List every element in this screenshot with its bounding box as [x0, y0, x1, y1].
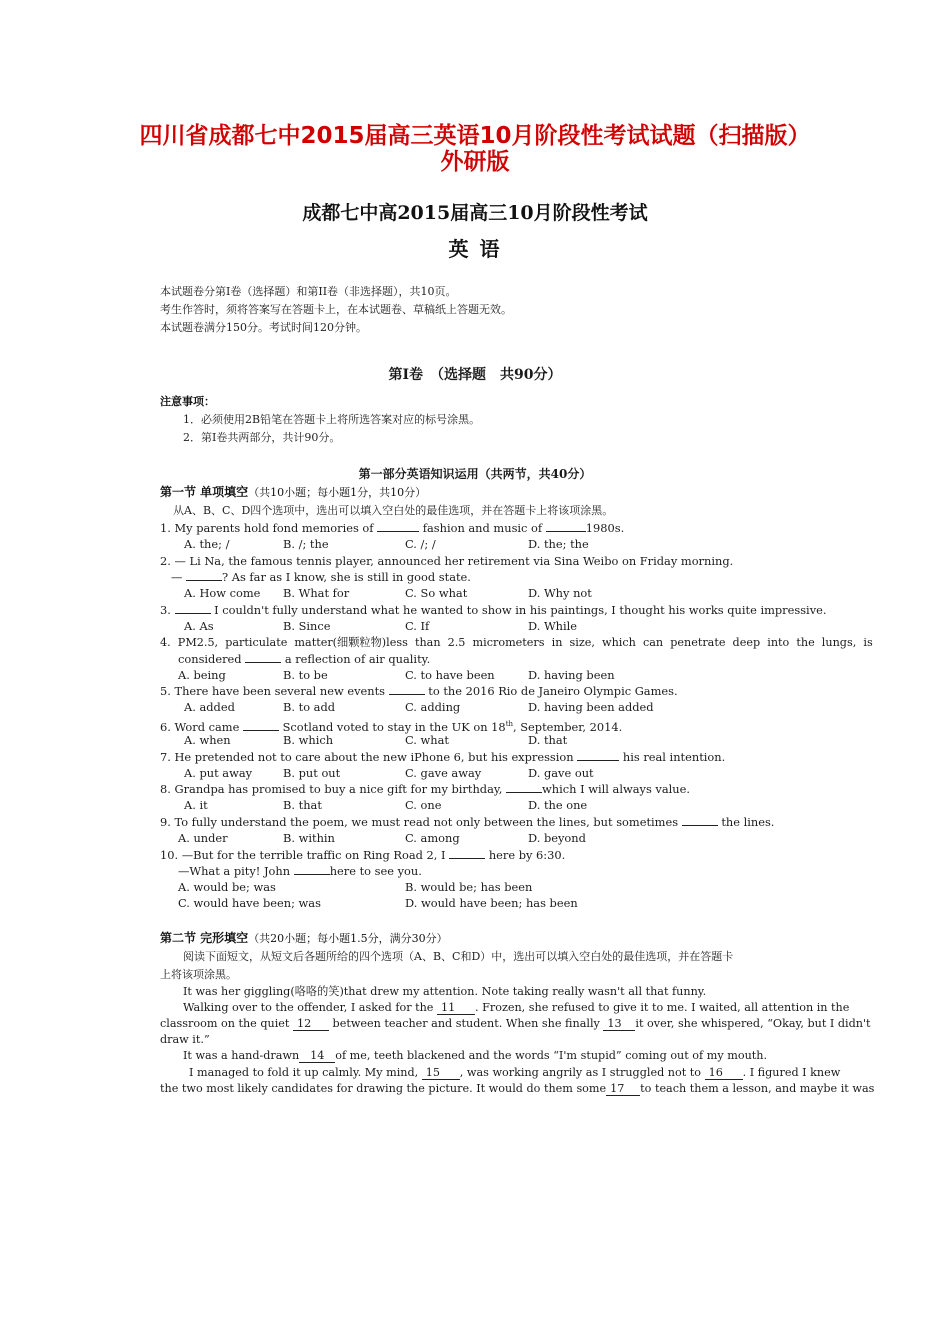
q9-option-a: A. under	[178, 831, 228, 845]
q7-option-d: D. gave out	[528, 766, 594, 780]
q4-option-a: A. being	[178, 668, 226, 682]
intro-line-3: 本试题卷满分150分。考试时间120分钟。	[160, 321, 367, 334]
q8-option-a: A. it	[184, 798, 208, 812]
section2-instruction-line2: 上将该项涂黑。	[160, 968, 237, 981]
answer-blank	[294, 863, 330, 875]
q6-option-c: C. what	[405, 733, 450, 747]
q2-option-d: D. Why not	[528, 586, 592, 600]
q7-option-c: C. gave away	[405, 766, 482, 780]
q1-option-b: B. /; the	[283, 537, 329, 551]
answer-blank	[577, 749, 619, 761]
passage-paragraph-4-line2: the two most likely candidates for drawing the picture. It would do them some 17 to teach them a lesson, and maybe it was	[160, 1082, 875, 1095]
question-7: 7. He pretended not to care about the new iPhone 6, but his expression his real intention.	[160, 750, 726, 764]
question-3: 3. I couldn't fully understand what he wanted to show in his paintings, I thought his works quite impressive.	[160, 603, 827, 617]
cloze-blank-14: 14	[299, 1049, 335, 1063]
q5-option-d: D. having been added	[528, 700, 654, 714]
question-4-line2: considered a reflection of air quality.	[178, 652, 431, 666]
q4-option-c: C. to have been	[405, 668, 495, 682]
exam-title: 成都七中高2015届高三10月阶段性考试	[302, 202, 648, 224]
passage-paragraph-2-line3: draw it.”	[160, 1033, 210, 1046]
q1-option-d: D. the; the	[528, 537, 589, 551]
q10-option-c: C. would have been; was	[178, 896, 321, 910]
document-title-line2: 外研版	[440, 149, 510, 175]
subject-title: 英 语	[448, 237, 502, 261]
q4-option-d: D. having been	[528, 668, 615, 682]
q6-option-a: A. when	[184, 733, 231, 747]
question-10-line2: —What a pity! John here to see you.	[178, 864, 422, 878]
section1-subtitle: （共10小题；每小题1分，共10分）	[248, 486, 427, 499]
section2-subtitle: （共20小题；每小题1.5分，满分30分）	[248, 932, 448, 945]
passage-paragraph-1: It was her giggling(咯咯的笑)that drew my attention. Note taking really wasn't all that funny.	[183, 985, 707, 998]
answer-blank	[243, 719, 279, 731]
section1-header	[160, 483, 426, 500]
answer-blank	[506, 781, 542, 793]
q8-option-c: C. one	[405, 798, 442, 812]
answer-blank	[245, 651, 281, 663]
passage-paragraph-2-line2: classroom on the quiet 12 between teacher and student. When she finally 13 it over, she whispered, “Okay, but I didn't	[160, 1017, 871, 1030]
section2-instruction-line1: 阅读下面短文，从短文后各题所给的四个选项（A、B、C和D）中，选出可以填入空白处的最佳选项，并在答题卡	[183, 950, 734, 963]
answer-blank	[389, 683, 425, 695]
answer-blank	[546, 520, 586, 532]
intro-line-2: 考生作答时，须将答案写在答题卡上，在本试题卷、草稿纸上答题无效。	[160, 303, 512, 316]
q3-option-d: D. While	[528, 619, 578, 633]
question-2-line2: — ? As far as I know, she is still in good state.	[171, 570, 471, 584]
q7-option-a: A. put away	[184, 766, 253, 780]
cloze-blank-17: 17	[606, 1082, 640, 1096]
notice-1: 1．必须使用2B铅笔在答题卡上将所选答案对应的标号涂黑。	[183, 413, 481, 426]
q2-option-b: B. What for	[283, 586, 350, 600]
question-1: 1. My parents hold fond memories of fashion and music of 1980s.	[160, 521, 625, 535]
q6-option-d: D. that	[528, 733, 568, 747]
q3-option-c: C. If	[405, 619, 430, 633]
notice-2: 2．第I卷共两部分，共计90分。	[183, 431, 341, 444]
q1-option-c: C. /; /	[405, 537, 436, 551]
question-10-line1: 10. —But for the terrible traffic on Ring Road 2, I here by 6:30.	[160, 848, 566, 862]
part1-title: 第一部分英语知识运用（共两节，共40分）	[358, 467, 592, 481]
answer-blank	[682, 814, 718, 826]
cloze-blank-12: 12	[293, 1017, 329, 1031]
q9-option-b: B. within	[283, 831, 335, 845]
q8-option-b: B. that	[283, 798, 322, 812]
section2-title: 第二节 完形填空	[160, 931, 249, 945]
q2-option-c: C. So what	[405, 586, 468, 600]
q3-option-b: B. Since	[283, 619, 331, 633]
passage-paragraph-2-line1: Walking over to the offender, I asked for the 11 . Frozen, she refused to give it to me. I waited, all attention in the	[183, 1001, 850, 1014]
q2-option-a: A. How come	[184, 586, 261, 600]
q1-option-a: A. the; /	[184, 537, 230, 551]
q10-option-a: A. would be; was	[178, 880, 276, 894]
cloze-blank-11: 11	[437, 1001, 475, 1015]
answer-blank	[175, 602, 211, 614]
answer-blank	[449, 847, 485, 859]
q9-option-c: C. among	[405, 831, 460, 845]
section1-instruction: 从A、B、C、D四个选项中，选出可以填入空白处的最佳选项，并在答题卡上将该项涂黑。	[173, 504, 614, 517]
passage-paragraph-3: It was a hand-drawn 14 of me, teeth blackened and the words “I'm stupid” coming out of my mouth.	[183, 1049, 768, 1062]
q4-option-b: B. to be	[283, 668, 328, 682]
passage-paragraph-4-line1: I managed to fold it up calmly. My mind, 15 , was working angrily as I struggled not to 16 . I figured I knew	[189, 1066, 841, 1079]
document-title-line1: 四川省成都七中2015届高三英语10月阶段性考试试题（扫描版）	[139, 123, 811, 149]
question-8: 8. Grandpa has promised to buy a nice gift for my birthday, which I will always value.	[160, 782, 690, 796]
q5-option-b: B. to add	[283, 700, 336, 714]
q8-option-d: D. the one	[528, 798, 588, 812]
intro-line-1: 本试题卷分第I卷（选择题）和第II卷（非选择题），共10页。	[160, 285, 457, 298]
q9-option-d: D. beyond	[528, 831, 586, 845]
section2-header	[160, 929, 448, 946]
q10-option-d: D. would have been; has been	[405, 896, 578, 910]
section1-title: 第一节 单项填空	[160, 485, 249, 499]
question-5: 5. There have been several new events to the 2016 Rio de Janeiro Olympic Games.	[160, 684, 678, 698]
q5-option-c: C. adding	[405, 700, 461, 714]
q5-option-a: A. added	[184, 700, 235, 714]
question-2-line1: 2. — Li Na, the famous tennis player, announced her retirement via Sina Weibo on Friday morning.	[160, 554, 734, 568]
cloze-blank-15: 15	[422, 1066, 460, 1080]
cloze-blank-16: 16	[705, 1066, 743, 1080]
question-4-line1: 4. PM2.5, particulate matter(细颗粒物)less than 2.5 micrometers in size, which can penetrate deep into the lungs, is	[160, 636, 873, 649]
question-9: 9. To fully understand the poem, we must read not only between the lines, but sometimes the lines.	[160, 815, 775, 829]
cloze-blank-13: 13	[603, 1017, 635, 1031]
volume1-title: 第I卷 （选择题 共90分）	[388, 367, 562, 383]
q10-option-b: B. would be; has been	[405, 880, 533, 894]
q3-option-a: A. As	[184, 619, 214, 633]
question-6: 6. Word came Scotland voted to stay in the UK on 18th, September, 2014.	[160, 719, 623, 734]
notice-title: 注意事项：	[160, 395, 215, 408]
q7-option-b: B. put out	[283, 766, 341, 780]
q6-option-b: B. which	[283, 733, 334, 747]
answer-blank	[377, 520, 419, 532]
answer-blank	[186, 569, 222, 581]
